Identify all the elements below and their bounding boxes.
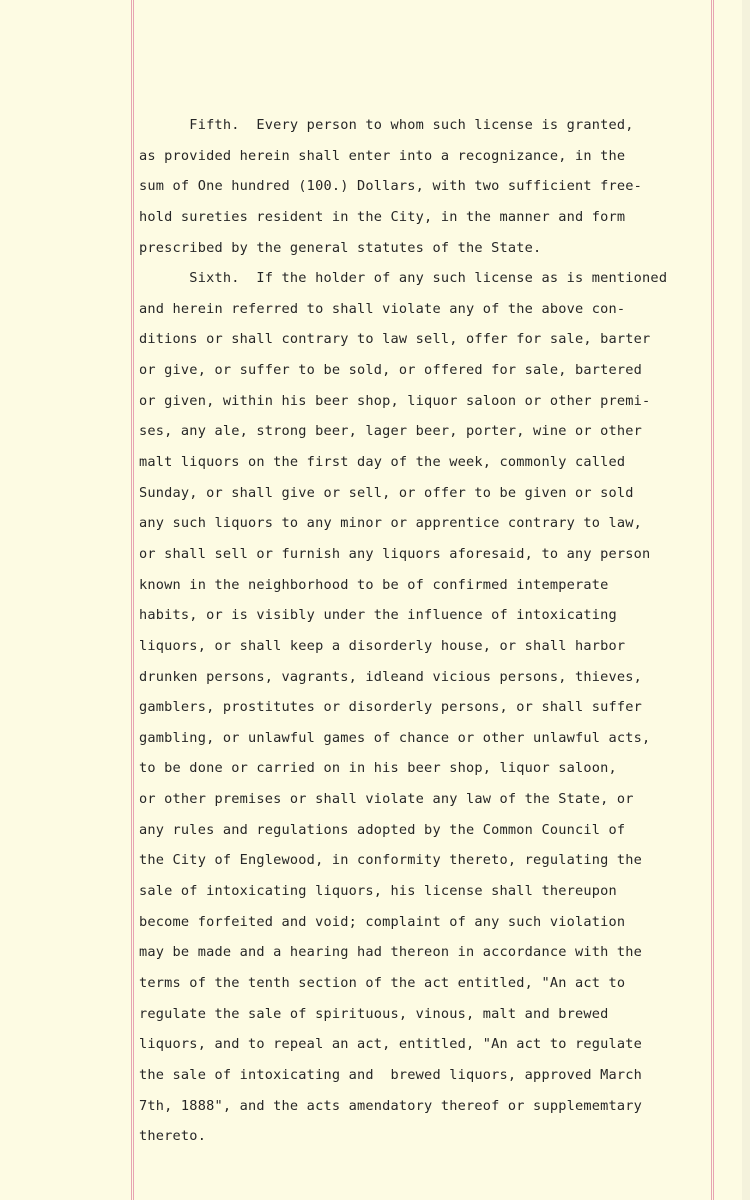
text-line: to be done or carried on in his beer shop, liquor saloon, — [139, 760, 617, 777]
text-line: Sixth. If the holder of any such license as is mentioned — [139, 270, 668, 287]
text-line: or shall sell or furnish any liquors aforesaid, to any person — [139, 545, 651, 562]
text-line: drunken persons, vagrants, idleand vicious persons, thieves, — [139, 668, 643, 685]
text-line: terms of the tenth section of the act entitled, "An act to — [139, 974, 626, 991]
text-line: known in the neighborhood to be of confirmed intemperate — [139, 576, 609, 593]
text-line: liquors, and to repeal an act, entitled, "An act to regulate — [139, 1036, 643, 1053]
text-line: ses, any ale, strong beer, lager beer, porter, wine or other — [139, 423, 643, 440]
text-line: hold sureties resident in the City, in the manner and form — [139, 208, 626, 225]
text-line: sum of One hundred (100.) Dollars, with two sufficient free- — [139, 178, 643, 195]
paragraph-fifth — [139, 110, 739, 263]
text-line: liquors, or shall keep a disorderly house, or shall harbor — [139, 637, 626, 654]
text-line: the sale of intoxicating and brewed liquors, approved March — [139, 1066, 643, 1083]
text-line: as provided herein shall enter into a recognizance, in the — [139, 147, 626, 164]
text-line: any such liquors to any minor or apprentice contrary to law, — [139, 515, 643, 532]
text-line: gamblers, prostitutes or disorderly persons, or shall suffer — [139, 699, 643, 716]
text-line: sale of intoxicating liquors, his license shall thereupon — [139, 883, 617, 900]
text-line: gambling, or unlawful games of chance or other unlawful acts, — [139, 729, 651, 746]
text-line: thereto. — [139, 1128, 207, 1145]
text-line: prescribed by the general statutes of the State. — [139, 239, 542, 256]
text-line: regulate the sale of spirituous, vinous, malt and brewed — [139, 1005, 609, 1022]
left-margin-rule — [131, 0, 134, 1200]
text-line: malt liquors on the first day of the week, commonly called — [139, 454, 626, 471]
paragraph-sixth — [139, 263, 739, 1152]
document-body — [139, 110, 739, 1152]
text-line: or give, or suffer to be sold, or offered for sale, bartered — [139, 362, 643, 379]
page-edge — [742, 0, 750, 1200]
text-line: and herein referred to shall violate any of the above con- — [139, 300, 626, 317]
text-line: the City of Englewood, in conformity thereto, regulating the — [139, 852, 643, 869]
text-line: become forfeited and void; complaint of any such violation — [139, 913, 626, 930]
text-line: ditions or shall contrary to law sell, offer for sale, barter — [139, 331, 651, 348]
text-line: habits, or is visibly under the influence of intoxicating — [139, 607, 617, 624]
text-line: any rules and regulations adopted by the Common Council of — [139, 821, 626, 838]
text-line: or given, within his beer shop, liquor saloon or other premi- — [139, 392, 651, 409]
text-line: may be made and a hearing had thereon in accordance with the — [139, 944, 643, 961]
text-line: Fifth. Every person to whom such license is granted, — [139, 117, 634, 133]
text-line: 7th, 1888", and the acts amendatory thereof or supplememtary — [139, 1097, 643, 1114]
text-line: Sunday, or shall give or sell, or offer to be given or sold — [139, 484, 634, 501]
text-line: or other premises or shall violate any law of the State, or — [139, 791, 634, 808]
